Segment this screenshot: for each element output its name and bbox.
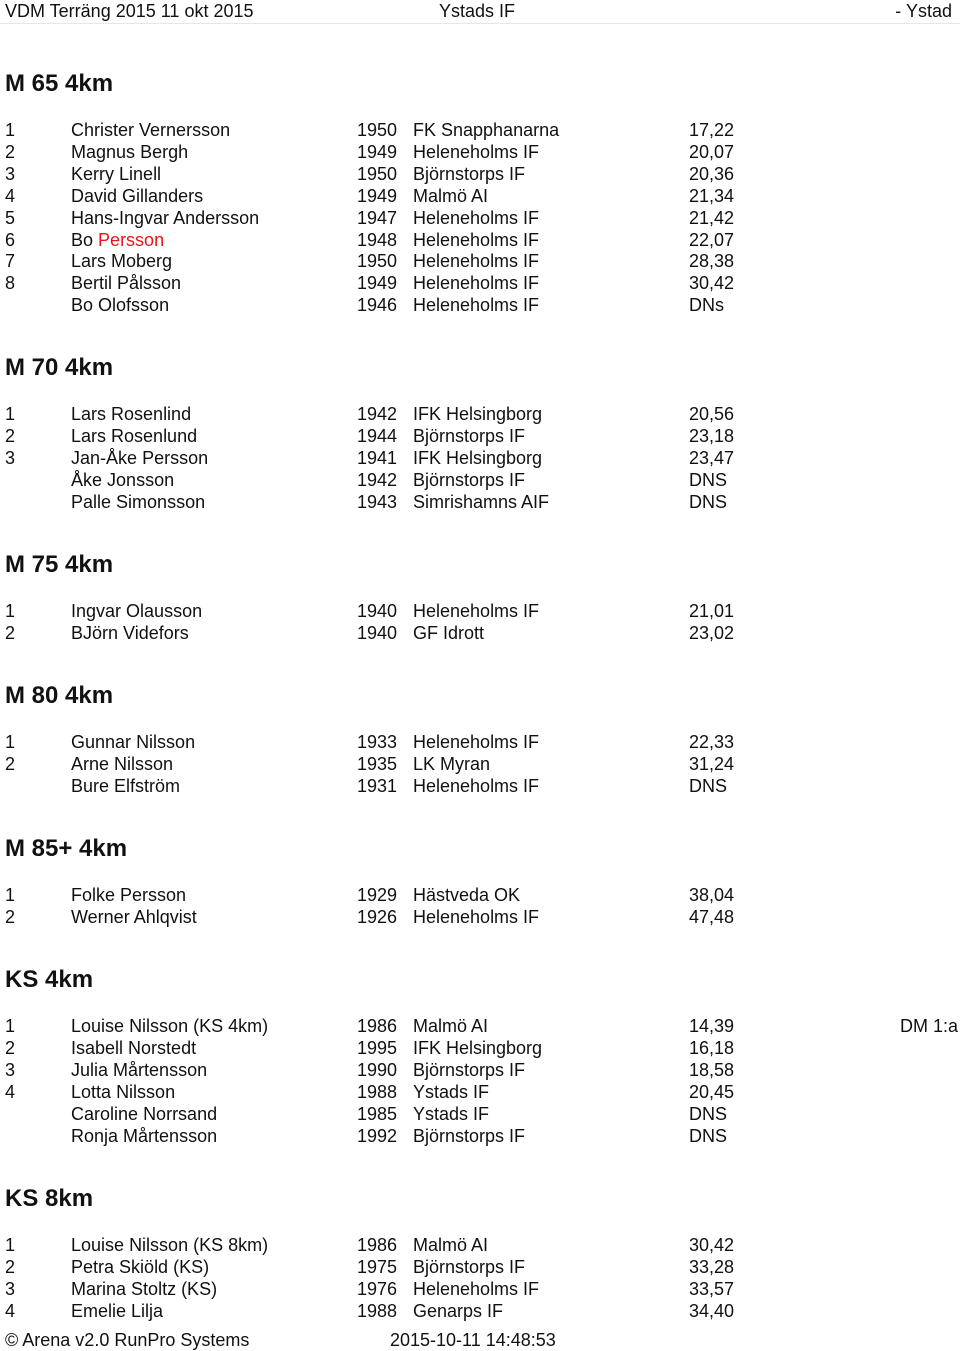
result-row bbox=[0, 163, 960, 185]
first-name: Gunnar bbox=[71, 732, 132, 752]
athlete-name bbox=[71, 294, 169, 316]
athlete-name bbox=[71, 1103, 217, 1125]
finish-time: DNS bbox=[689, 1104, 728, 1124]
birth-year: 1990 bbox=[357, 1060, 398, 1080]
birth-year: 1947 bbox=[357, 208, 398, 228]
finish-time: 47,48 bbox=[689, 907, 735, 927]
athlete-name bbox=[71, 403, 191, 425]
last-name: Mårtensson bbox=[123, 1126, 218, 1146]
birth-year: 1943 bbox=[357, 492, 398, 512]
place: 1 bbox=[5, 120, 16, 140]
finish-time: DNS bbox=[689, 492, 728, 512]
athlete-name bbox=[71, 731, 195, 753]
result-row bbox=[0, 207, 960, 229]
place: 4 bbox=[5, 186, 16, 206]
software-credit: © Arena v2.0 RunPro Systems bbox=[5, 1330, 250, 1350]
finish-time: 23,02 bbox=[689, 623, 735, 643]
finish-time: 33,57 bbox=[689, 1279, 735, 1299]
birth-year: 1975 bbox=[357, 1257, 398, 1277]
place: 1 bbox=[5, 601, 16, 621]
place: 3 bbox=[5, 1060, 16, 1080]
place: 2 bbox=[5, 754, 16, 774]
athlete-name bbox=[71, 753, 173, 775]
section-title: M 75 4km bbox=[5, 551, 114, 578]
last-name: Rosenlund bbox=[111, 426, 198, 446]
athlete-name bbox=[71, 425, 197, 447]
place: 7 bbox=[5, 251, 16, 271]
place: 4 bbox=[5, 1301, 16, 1321]
first-name: Magnus bbox=[71, 142, 136, 162]
birth-year: 1942 bbox=[357, 404, 398, 424]
section-title: KS 4km bbox=[5, 966, 94, 993]
birth-year: 1949 bbox=[357, 186, 398, 206]
first-name: Ronja bbox=[71, 1126, 119, 1146]
result-row bbox=[0, 250, 960, 272]
birth-year: 1940 bbox=[357, 623, 398, 643]
birth-year: 1988 bbox=[357, 1082, 398, 1102]
last-name: Mårtensson bbox=[113, 1060, 208, 1080]
athlete-name bbox=[71, 250, 172, 272]
last-name: Gillanders bbox=[122, 186, 204, 206]
place: 2 bbox=[5, 907, 16, 927]
finish-time: DNs bbox=[689, 295, 724, 315]
athlete-name bbox=[71, 141, 188, 163]
birth-year: 1941 bbox=[357, 448, 398, 468]
birth-year: 1946 bbox=[357, 295, 398, 315]
athlete-name bbox=[71, 185, 203, 207]
club: Hästveda OK bbox=[413, 885, 521, 905]
first-name: Julia bbox=[71, 1060, 109, 1080]
athlete-name bbox=[71, 884, 186, 906]
last-name: Moberg bbox=[111, 251, 173, 271]
club: Björnstorps IF bbox=[413, 470, 526, 490]
birth-year: 1942 bbox=[357, 470, 398, 490]
last-name: Jonsson bbox=[107, 470, 175, 490]
athlete-name bbox=[71, 1059, 207, 1081]
finish-time: DNS bbox=[689, 470, 728, 490]
athlete-name bbox=[71, 119, 230, 141]
result-row bbox=[0, 491, 960, 513]
first-name: Caroline bbox=[71, 1104, 139, 1124]
result-row bbox=[0, 1037, 960, 1059]
athlete-name bbox=[71, 600, 202, 622]
place: 3 bbox=[5, 164, 16, 184]
finish-time: 31,24 bbox=[689, 754, 735, 774]
place: 1 bbox=[5, 1235, 16, 1255]
birth-year: 1995 bbox=[357, 1038, 398, 1058]
club: Simrishamns AIF bbox=[413, 492, 550, 512]
place: 6 bbox=[5, 230, 16, 250]
result-row bbox=[0, 1103, 960, 1125]
athlete-name bbox=[71, 1125, 217, 1147]
section-title: KS 8km bbox=[5, 1185, 94, 1212]
last-name: Norstedt bbox=[128, 1038, 197, 1058]
club: Heleneholms IF bbox=[413, 230, 540, 250]
result-row bbox=[0, 1256, 960, 1278]
first-name: Bure bbox=[71, 776, 110, 796]
athlete-name bbox=[71, 163, 161, 185]
last-name: Lilja bbox=[131, 1301, 164, 1321]
last-name: Nilsson bbox=[136, 732, 196, 752]
athlete-name bbox=[71, 906, 197, 928]
finish-time: 22,33 bbox=[689, 732, 735, 752]
birth-year: 1949 bbox=[357, 273, 398, 293]
club: IFK Helsingborg bbox=[413, 1038, 543, 1058]
result-row bbox=[0, 425, 960, 447]
last-name: Simonsson bbox=[116, 492, 206, 512]
birth-year: 1950 bbox=[357, 120, 398, 140]
club: Heleneholms IF bbox=[413, 142, 540, 162]
finish-time: 18,58 bbox=[689, 1060, 735, 1080]
last-name: Stoltz (KS) bbox=[131, 1279, 218, 1299]
result-row bbox=[0, 600, 960, 622]
first-name: Bertil bbox=[71, 273, 113, 293]
athlete-name bbox=[71, 622, 189, 644]
last-name: Vernersson bbox=[139, 120, 231, 140]
athlete-name bbox=[71, 1081, 175, 1103]
organizer-name: Ystads IF bbox=[439, 1, 516, 21]
place: 2 bbox=[5, 426, 16, 446]
finish-time: 22,07 bbox=[689, 230, 735, 250]
last-name: Nilsson (KS 8km) bbox=[129, 1235, 269, 1255]
finish-time: 30,42 bbox=[689, 273, 735, 293]
place: 8 bbox=[5, 273, 16, 293]
first-name: Palle bbox=[71, 492, 112, 512]
section-title: M 70 4km bbox=[5, 354, 114, 381]
club: IFK Helsingborg bbox=[413, 404, 543, 424]
result-row bbox=[0, 469, 960, 491]
result-row bbox=[0, 294, 960, 316]
club: Björnstorps IF bbox=[413, 1060, 526, 1080]
section-title: M 80 4km bbox=[5, 682, 114, 709]
result-row bbox=[0, 906, 960, 928]
athlete-name bbox=[71, 1256, 209, 1278]
athlete-name bbox=[71, 491, 205, 513]
club: Heleneholms IF bbox=[413, 273, 540, 293]
athlete-name bbox=[71, 207, 259, 229]
birth-year: 1944 bbox=[357, 426, 398, 446]
athlete-name bbox=[71, 447, 208, 469]
first-name: Kerry bbox=[71, 164, 115, 184]
club: Ystads IF bbox=[413, 1082, 490, 1102]
finish-time: 14,39 bbox=[689, 1016, 735, 1036]
first-name: Lars bbox=[71, 404, 107, 424]
athlete-name bbox=[71, 1278, 217, 1300]
finish-time: 21,42 bbox=[689, 208, 735, 228]
place: 1 bbox=[5, 732, 16, 752]
first-name: Lars bbox=[71, 251, 107, 271]
first-name: Emelie bbox=[71, 1301, 127, 1321]
club: Heleneholms IF bbox=[413, 251, 540, 271]
last-name: Linell bbox=[119, 164, 162, 184]
result-row bbox=[0, 1125, 960, 1147]
first-name: Werner bbox=[71, 907, 130, 927]
place: 1 bbox=[5, 1016, 16, 1036]
birth-year: 1985 bbox=[357, 1104, 398, 1124]
finish-time: 28,38 bbox=[689, 251, 735, 271]
athlete-name bbox=[71, 469, 174, 491]
place: 4 bbox=[5, 1082, 16, 1102]
section-title: M 65 4km bbox=[5, 70, 114, 97]
birth-year: 1940 bbox=[357, 601, 398, 621]
club: Ystads IF bbox=[413, 1104, 490, 1124]
result-row bbox=[0, 731, 960, 753]
first-name: Åke bbox=[71, 470, 103, 490]
club: Malmö AI bbox=[413, 1235, 489, 1255]
athlete-name bbox=[71, 229, 164, 251]
birth-year: 1935 bbox=[357, 754, 398, 774]
finish-time: 21,34 bbox=[689, 186, 735, 206]
first-name: Louise bbox=[71, 1016, 125, 1036]
athlete-name bbox=[71, 272, 181, 294]
place: 1 bbox=[5, 404, 16, 424]
result-row bbox=[0, 775, 960, 797]
first-name: Arne bbox=[71, 754, 110, 774]
result-row bbox=[0, 1081, 960, 1103]
club: IFK Helsingborg bbox=[413, 448, 543, 468]
last-name: Nilsson (KS 4km) bbox=[129, 1016, 269, 1036]
finish-time: 38,04 bbox=[689, 885, 735, 905]
club: Björnstorps IF bbox=[413, 1126, 526, 1146]
result-row bbox=[0, 141, 960, 163]
last-name: Rosenlind bbox=[111, 404, 192, 424]
athlete-name bbox=[71, 1037, 196, 1059]
section-title: M 85+ 4km bbox=[5, 835, 128, 862]
place: 1 bbox=[5, 885, 16, 905]
first-name: Marina bbox=[71, 1279, 127, 1299]
finish-time: 21,01 bbox=[689, 601, 735, 621]
birth-year: 1949 bbox=[357, 142, 398, 162]
result-row bbox=[0, 447, 960, 469]
finish-time: 23,18 bbox=[689, 426, 735, 446]
club: Heleneholms IF bbox=[413, 732, 540, 752]
place: 2 bbox=[5, 623, 16, 643]
first-name: Louise bbox=[71, 1235, 125, 1255]
finish-time: 23,47 bbox=[689, 448, 735, 468]
birth-year: 1933 bbox=[357, 732, 398, 752]
finish-time: 30,42 bbox=[689, 1235, 735, 1255]
first-name: David bbox=[71, 186, 118, 206]
page-footer bbox=[0, 1329, 960, 1351]
first-name: Jan-Åke bbox=[71, 448, 138, 468]
club: Heleneholms IF bbox=[413, 208, 540, 228]
last-name: Olofsson bbox=[98, 295, 170, 315]
result-row bbox=[0, 622, 960, 644]
first-name: Hans-Ingvar bbox=[71, 208, 170, 228]
last-name: Videfors bbox=[123, 623, 189, 643]
finish-time: 20,07 bbox=[689, 142, 735, 162]
first-name: Christer bbox=[71, 120, 135, 140]
result-row bbox=[0, 884, 960, 906]
athlete-name bbox=[71, 1015, 268, 1037]
club: GF Idrott bbox=[413, 623, 485, 643]
last-name: Bergh bbox=[140, 142, 189, 162]
birth-year: 1976 bbox=[357, 1279, 398, 1299]
place: 3 bbox=[5, 448, 16, 468]
club: Malmö AI bbox=[413, 1016, 489, 1036]
finish-time: 34,40 bbox=[689, 1301, 735, 1321]
club: LK Myran bbox=[413, 754, 491, 774]
finish-time: 16,18 bbox=[689, 1038, 735, 1058]
result-row bbox=[0, 1234, 960, 1256]
last-name: Elfström bbox=[114, 776, 181, 796]
club: Björnstorps IF bbox=[413, 1257, 526, 1277]
last-name: Nilsson bbox=[116, 1082, 176, 1102]
place: 3 bbox=[5, 1279, 16, 1299]
place: 5 bbox=[5, 208, 16, 228]
last-name: Andersson bbox=[173, 208, 260, 228]
birth-year: 1929 bbox=[357, 885, 398, 905]
first-name: Lars bbox=[71, 426, 107, 446]
club: FK Snapphanarna bbox=[413, 120, 560, 140]
first-name: BJörn bbox=[71, 623, 119, 643]
print-timestamp: 2015-10-11 14:48:53 bbox=[390, 1330, 556, 1350]
first-name: Lotta bbox=[71, 1082, 112, 1102]
finish-time: DNS bbox=[689, 1126, 728, 1146]
birth-year: 1926 bbox=[357, 907, 398, 927]
birth-year: 1986 bbox=[357, 1235, 398, 1255]
result-row bbox=[0, 1015, 960, 1037]
result-row bbox=[0, 119, 960, 141]
first-name: Folke bbox=[71, 885, 116, 905]
birth-year: 1988 bbox=[357, 1301, 398, 1321]
athlete-name bbox=[71, 1234, 268, 1256]
result-row bbox=[0, 185, 960, 207]
finish-time: 20,45 bbox=[689, 1082, 735, 1102]
club: Genarps IF bbox=[413, 1301, 504, 1321]
birth-year: 1931 bbox=[357, 776, 398, 796]
finish-time: 17,22 bbox=[689, 120, 735, 140]
place: 2 bbox=[5, 142, 16, 162]
club: Björnstorps IF bbox=[413, 164, 526, 184]
finish-time: 20,36 bbox=[689, 164, 735, 184]
birth-year: 1948 bbox=[357, 230, 398, 250]
club: Heleneholms IF bbox=[413, 907, 540, 927]
first-name: Petra bbox=[71, 1257, 115, 1277]
place: 2 bbox=[5, 1257, 16, 1277]
birth-year: 1950 bbox=[357, 164, 398, 184]
birth-year: 1992 bbox=[357, 1126, 398, 1146]
last-name: Skiöld (KS) bbox=[119, 1257, 210, 1277]
result-row bbox=[0, 229, 960, 251]
result-row bbox=[0, 1278, 960, 1300]
club: Björnstorps IF bbox=[413, 426, 526, 446]
club: Heleneholms IF bbox=[413, 295, 540, 315]
result-row bbox=[0, 1300, 960, 1322]
result-row bbox=[0, 403, 960, 425]
finish-time: 20,56 bbox=[689, 404, 735, 424]
result-row bbox=[0, 1059, 960, 1081]
result-row bbox=[0, 753, 960, 775]
result-note: DM 1:a bbox=[899, 1016, 958, 1036]
athlete-name bbox=[71, 1300, 163, 1322]
birth-year: 1986 bbox=[357, 1016, 398, 1036]
club: Heleneholms IF bbox=[413, 601, 540, 621]
last-name: Pålsson bbox=[117, 273, 182, 293]
last-name: Ahlqvist bbox=[133, 907, 197, 927]
first-name: Isabell bbox=[71, 1038, 124, 1058]
club: Heleneholms IF bbox=[413, 1279, 540, 1299]
finish-time: DNS bbox=[689, 776, 728, 796]
first-name: Bo bbox=[71, 230, 94, 250]
result-row bbox=[0, 272, 960, 294]
first-name: Ingvar bbox=[71, 601, 122, 621]
last-name: Persson bbox=[98, 230, 165, 250]
birth-year: 1950 bbox=[357, 251, 398, 271]
last-name: Olausson bbox=[126, 601, 203, 621]
last-name: Persson bbox=[142, 448, 209, 468]
last-name: Persson bbox=[120, 885, 187, 905]
finish-time: 33,28 bbox=[689, 1257, 735, 1277]
event-title: VDM Terräng 2015 11 okt 2015 bbox=[5, 1, 254, 21]
club: Heleneholms IF bbox=[413, 776, 540, 796]
place: 2 bbox=[5, 1038, 16, 1058]
last-name: Nilsson bbox=[114, 754, 174, 774]
event-location: - Ystad bbox=[895, 1, 952, 21]
last-name: Norrsand bbox=[143, 1104, 218, 1124]
first-name: Bo bbox=[71, 295, 94, 315]
athlete-name bbox=[71, 775, 180, 797]
club: Malmö AI bbox=[413, 186, 489, 206]
